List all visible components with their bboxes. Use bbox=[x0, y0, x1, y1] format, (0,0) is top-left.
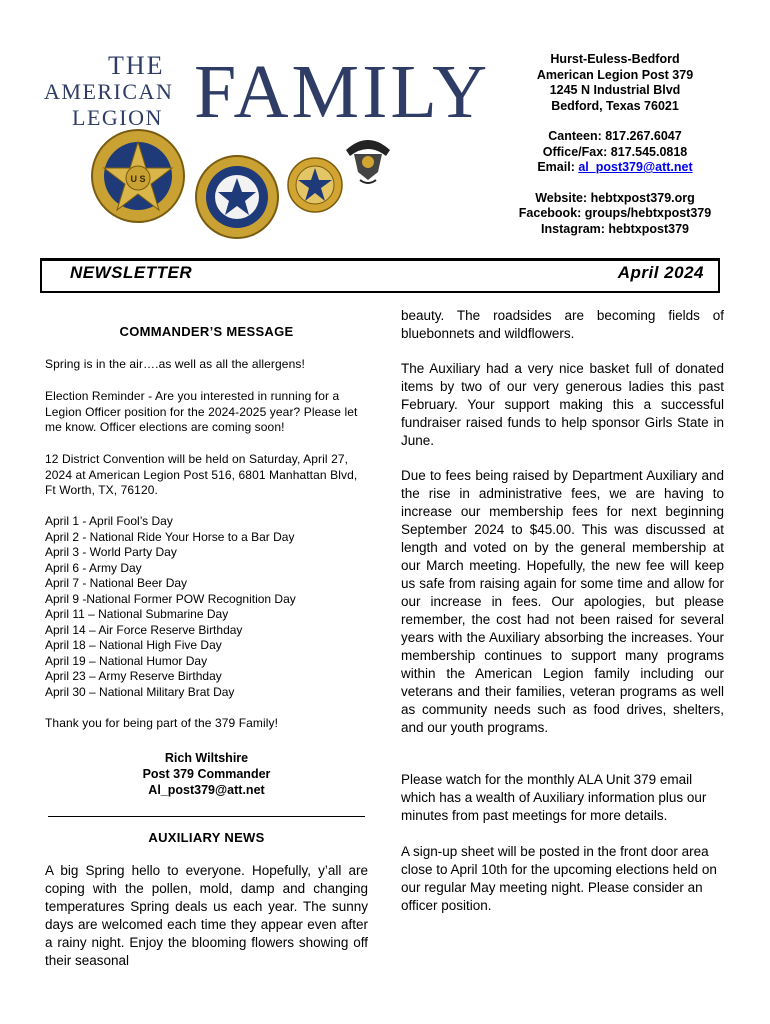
org-name: Hurst-Euless-Bedford bbox=[550, 52, 680, 66]
auxiliary-emblem-icon bbox=[194, 154, 280, 240]
email-line bbox=[470, 160, 760, 176]
email-label: Email: bbox=[537, 160, 579, 174]
auxiliary-p2: The Auxiliary had a very nice basket full of donated items by two of our very generous ladies this past February. Your support making this a successful fundraiser raised funds to help sponsor Girls State in June. bbox=[401, 361, 724, 448]
logo-legion: LEGION bbox=[72, 105, 163, 130]
city-address: Bedford, Texas 76021 bbox=[551, 98, 679, 113]
signature-email: Al_post379@att.net bbox=[148, 783, 265, 797]
list-item: April 11 – National Submarine Day bbox=[45, 607, 229, 621]
banner-date: April 2024 bbox=[617, 263, 704, 282]
auxiliary-p1: A big Spring hello to everyone. Hopefully, y’all are coping with the pollen, mold, damp and changing temperatures Spring deals us each year. The sunny days are welcomed each time they appear even after a rainy night. Enjoy the blooming flowers showing off their seasonal bbox=[45, 863, 368, 968]
list-item: April 9 -National Former POW Recognition Day bbox=[45, 591, 296, 606]
commander-p1: Spring is in the air….as well as all the allergens! bbox=[45, 357, 305, 371]
signature-title: Post 379 Commander bbox=[142, 767, 271, 781]
signature-name: Rich Wiltshire bbox=[164, 751, 249, 765]
commander-heading: COMMANDER’S MESSAGE bbox=[119, 324, 294, 339]
email-link[interactable]: al_post379@att.net bbox=[578, 160, 693, 174]
list-item: April 1 - April Fool’s Day bbox=[45, 514, 173, 528]
auxiliary-p3: Due to fees being raised by Department Auxiliary and the rise in administrative fees, we are having to increase our membership fees for next beginning September 2024 to $45.00. This was discussed at length and voted on by the general membership at our March meeting. Hopefully, the new fee will keep us safe from raising again for some time and allow for our increase in fees. Our apologies, but please remember, the cost had not been raised for several years with the Auxiliary absorbing the increases. Your membership continues to support many programs within the American Legion family including our veterans and their families, veteran programs as well as community needs such as food drives, shelters, and our youth programs. bbox=[401, 468, 724, 735]
auxiliary-p1-continued: beauty. The roadsides are becoming fields of bluebonnets and wildflowers. bbox=[401, 308, 724, 341]
section-divider bbox=[48, 816, 365, 817]
list-item: April 14 – Air Force Reserve Birthday bbox=[45, 622, 243, 637]
list-item: April 18 – National High Five Day bbox=[45, 638, 222, 652]
svg-text:U S: U S bbox=[130, 174, 146, 184]
list-item: April 3 - World Party Day bbox=[45, 545, 177, 559]
list-item: April 2 - National Ride Your Horse to a Bar Day bbox=[45, 529, 295, 544]
legion-emblems bbox=[90, 128, 420, 248]
office-phone: Office/Fax: 817.545.0818 bbox=[542, 144, 688, 159]
facebook: Facebook: groups/hebtxpost379 bbox=[518, 206, 712, 220]
commander-p3: 12 District Convention will be held on Saturday, April 27, 2024 at American Legion Post 516, 6801 Manhattan Blvd, Ft Worth, TX, 76120. bbox=[45, 452, 358, 497]
banner-title: NEWSLETTER bbox=[70, 263, 193, 282]
list-item: April 30 – National Military Brat Day bbox=[45, 684, 235, 699]
riders-emblem-icon bbox=[340, 128, 396, 188]
auxiliary-p4: Please watch for the monthly ALA Unit 379 email which has a wealth of Auxiliary information plus our minutes from past meetings for more details. bbox=[401, 772, 707, 823]
auxiliary-p5: A sign-up sheet will be posted in the front door area close to April 10th for the upcoming elections held on our regular May meeting night. Please consider an officer position. bbox=[401, 844, 717, 913]
list-item: April 19 – National Humor Day bbox=[45, 653, 208, 668]
post-name: American Legion Post 379 bbox=[536, 67, 694, 82]
auxiliary-heading: AUXILIARY NEWS bbox=[148, 830, 265, 845]
logo-family: FAMILY bbox=[194, 50, 491, 134]
american-legion-emblem-icon bbox=[90, 128, 186, 224]
list-item: April 6 - Army Day bbox=[45, 560, 142, 575]
logo-american: AMERICAN bbox=[44, 79, 174, 104]
list-item: April 7 - National Beer Day bbox=[45, 576, 188, 590]
commander-p2: Election Reminder - Are you interested in running for a Legion Officer position for the 2024-2025 year? Please let me know. Officer elections are coming soon! bbox=[45, 389, 358, 434]
instagram: Instagram: hebtxpost379 bbox=[541, 221, 689, 236]
canteen-phone: Canteen: 817.267.6047 bbox=[548, 129, 682, 143]
street-address: 1245 N Industrial Blvd bbox=[549, 83, 681, 97]
website: Website: hebtxpost379.org bbox=[535, 190, 695, 205]
commander-signature bbox=[45, 750, 368, 798]
sons-emblem-icon bbox=[286, 156, 344, 214]
commander-thanks: Thank you for being part of the 379 Family! bbox=[45, 716, 279, 730]
list-item: April 23 – Army Reserve Birthday bbox=[45, 669, 222, 683]
april-dates-list bbox=[45, 514, 370, 700]
newsletter-banner bbox=[40, 258, 720, 293]
masthead-logo bbox=[44, 50, 491, 140]
logo-the: THE bbox=[108, 51, 165, 80]
post-contact-block bbox=[470, 52, 760, 237]
